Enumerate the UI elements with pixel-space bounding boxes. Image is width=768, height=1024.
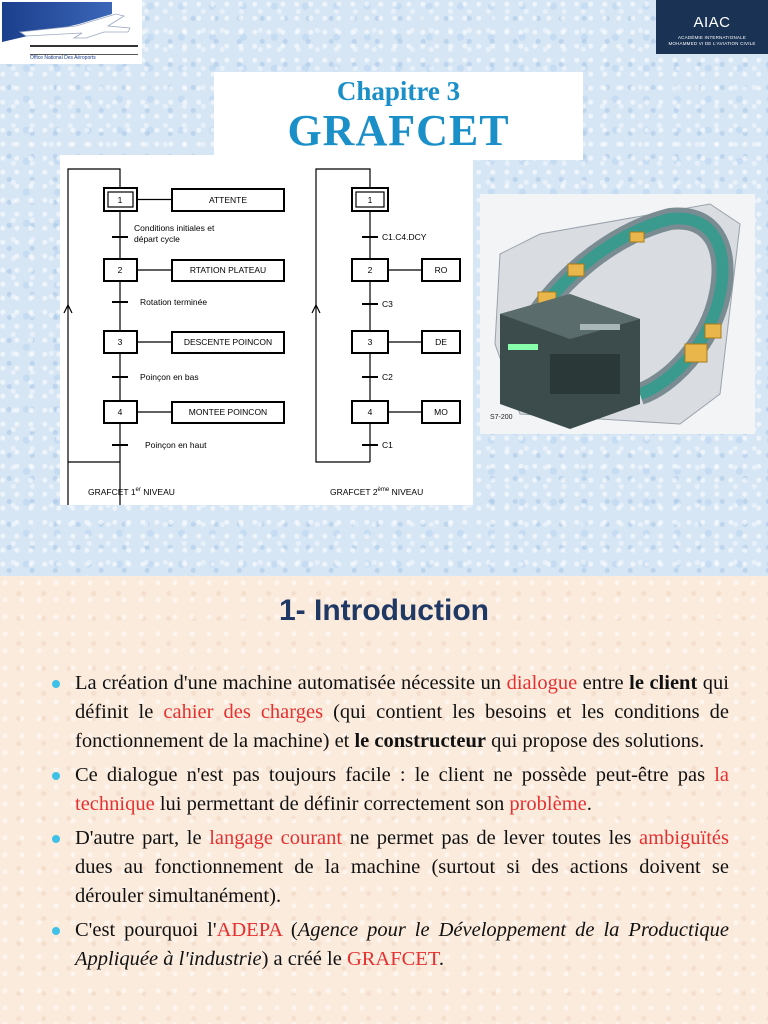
- grafcet-level2-labels: [330, 195, 448, 497]
- grafcet-diagram: [60, 155, 473, 505]
- l1-action-3: DESCENTE POINCON: [183, 337, 273, 347]
- bullet-text-run: qui définit le: [75, 672, 729, 723]
- l2-step-1: 1: [367, 195, 373, 205]
- l2-transition-1: C1.C4.DCY: [382, 232, 427, 242]
- l2-step-2: 2: [367, 265, 373, 275]
- bullet-text-run: entre: [577, 672, 630, 694]
- logo-arabic-text: [30, 45, 138, 55]
- bullet-text-run: dialogue: [506, 672, 578, 694]
- l1-transition-1a: Conditions initiales et: [134, 223, 215, 233]
- l1-caption: GRAFCET 1er NIVEAU: [88, 487, 175, 497]
- l1-action-4: MONTEE POINCON: [188, 407, 268, 417]
- l1-transition-2: Rotation terminée: [140, 297, 208, 307]
- aiac-line2: MOHAMMED VI DE L'AVIATION CIVILE: [668, 41, 756, 46]
- bullet-text-run: dues au fonctionnement de la machine (surtout si des actions doivent se dérouler simultanément).: [75, 856, 729, 907]
- introduction-slide: [0, 576, 768, 1024]
- bullet-text-run: (: [281, 919, 298, 941]
- section-title: 1- Introduction: [279, 594, 489, 627]
- bullet-dot-icon: [52, 927, 60, 935]
- l1-action-1: ATTENTE: [208, 195, 248, 205]
- slide-title: GRAFCET: [287, 106, 510, 155]
- l2-step-3: 3: [367, 337, 373, 347]
- bullet-text-run: .: [438, 948, 444, 970]
- bullet-text-run: la technique: [75, 764, 729, 815]
- title-box: [214, 72, 583, 160]
- l1-step-2: 2: [117, 265, 123, 275]
- l1-step-4: 4: [117, 407, 123, 417]
- bullet-text-run: ambiguïtés: [639, 827, 729, 849]
- l2-transition-3: C2: [382, 372, 393, 382]
- bullet-text-run: ne permet pas de lever toutes les: [342, 827, 640, 849]
- bullet-text-run: C'est pourquoi l': [75, 919, 217, 941]
- l1-transition-1b: départ cycle: [134, 234, 180, 244]
- bullet-item: [52, 761, 729, 819]
- l2-action-mo: MO: [434, 407, 448, 417]
- bullet-text-run: le client: [629, 672, 698, 694]
- bullet-text-run: lui permettant de définir correctement son: [154, 793, 510, 815]
- bullet-text-run: Ce dialogue n'est pas toujours facile : le client ne possède peut-être pas: [75, 764, 715, 786]
- bullet-dot-icon: [52, 680, 60, 688]
- grafcet-level1-labels: [88, 195, 272, 497]
- l1-step-1: 1: [117, 195, 123, 205]
- l2-action-de: DE: [435, 337, 447, 347]
- l2-transition-2: C3: [382, 299, 393, 309]
- l2-caption: GRAFCET 2ème NIVEAU: [330, 487, 424, 497]
- bullet-dot-icon: [52, 772, 60, 780]
- bullet-text-run: .: [586, 793, 592, 815]
- bullet-item: [52, 669, 729, 756]
- bullet-list: [52, 669, 729, 979]
- aiac-line1: ACADÉMIE INTERNATIONALE: [677, 35, 747, 40]
- bullet-text-run: La création d'une machine automatisée nécessite un: [75, 672, 507, 694]
- bullet-text-run: GRAFCET: [346, 948, 439, 970]
- automation-line-photo: [480, 194, 755, 434]
- bullet-text-run: le constructeur: [354, 730, 486, 752]
- bullet-text-run: qui propose des solutions.: [485, 730, 705, 752]
- aiac-abbr: AIAC: [693, 14, 731, 31]
- logo-latin-text: Office National Des Aéroports: [30, 55, 96, 61]
- bullet-text-run: problème: [509, 793, 587, 815]
- bullet-dot-icon: [52, 835, 60, 843]
- bullet-item: [52, 824, 729, 911]
- l1-transition-3: Poinçon en bas: [140, 372, 199, 382]
- l2-transition-4: C1: [382, 440, 393, 450]
- photo-label: S7-200: [490, 414, 513, 421]
- l2-step-4: 4: [367, 407, 373, 417]
- l1-step-3: 3: [117, 337, 123, 347]
- bullet-text-run: ADEPA: [216, 919, 282, 941]
- l1-transition-4: Poinçon en haut: [145, 440, 207, 450]
- bullet-text-run: Agence pour le Développement de la Productique Appliquée à l'industrie: [75, 919, 729, 970]
- bullet-text-run: cahier des charges: [163, 701, 324, 723]
- onda-logo: [0, 0, 142, 64]
- chapter-label: Chapitre 3: [336, 76, 461, 106]
- conveyor-plc-illustration: [480, 194, 755, 434]
- bullet-text-run: D'autre part, le: [75, 827, 210, 849]
- bullet-text-run: (qui contient les besoins et les conditions de fonctionnement de la machine) et: [75, 701, 729, 752]
- bullet-item: [52, 916, 729, 974]
- bullet-text-run: langage courant: [209, 827, 343, 849]
- aiac-logo: [656, 0, 768, 54]
- l2-action-ro: RO: [434, 265, 448, 275]
- grafcet-level2: [312, 169, 460, 462]
- bullet-text-run: ) a créé le: [261, 948, 347, 970]
- airplane-icon: [16, 8, 134, 42]
- l1-action-2: RTATION PLATEAU: [189, 265, 267, 275]
